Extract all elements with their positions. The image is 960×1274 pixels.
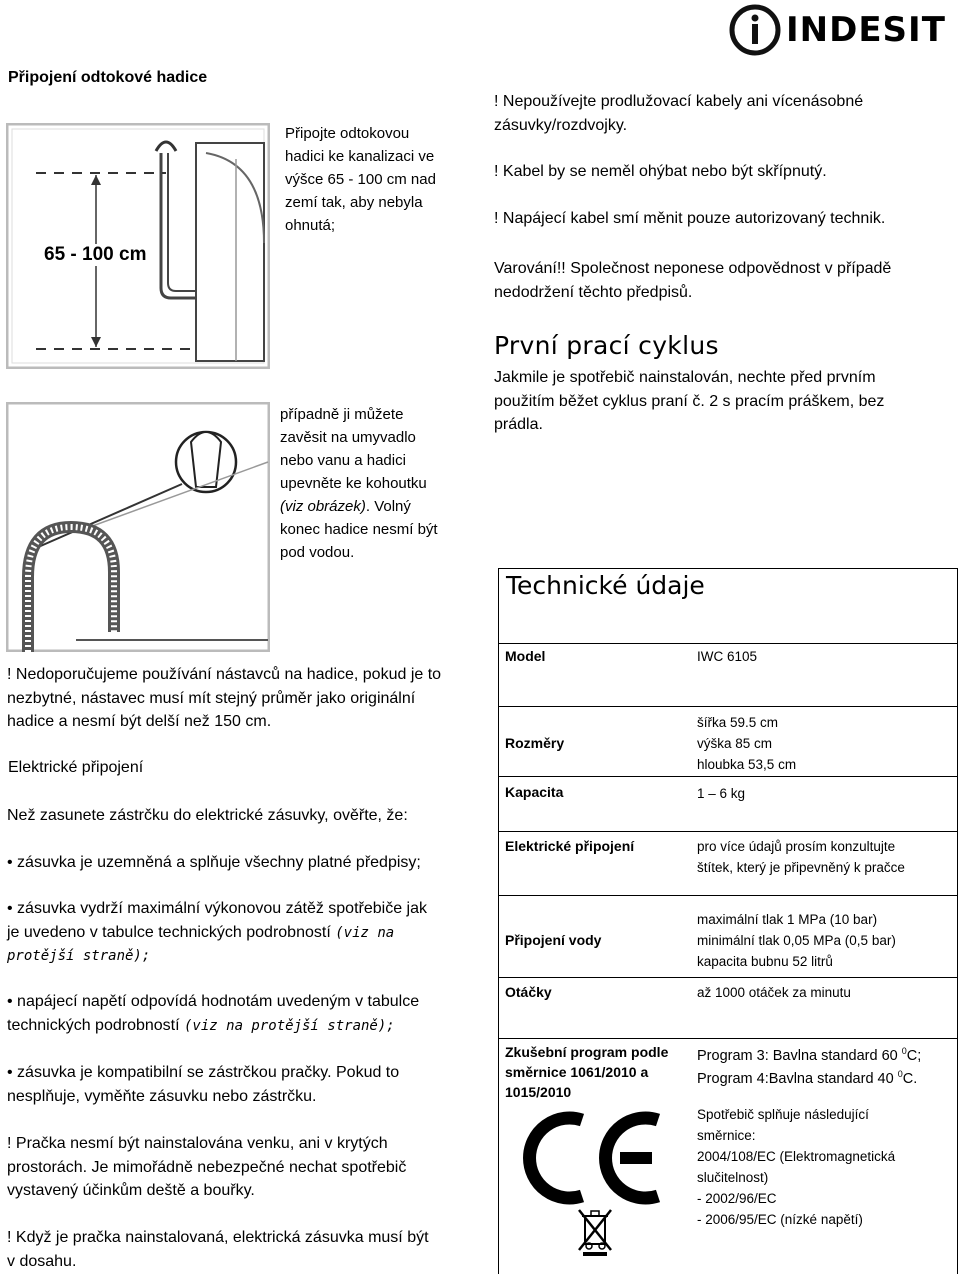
figure1-caption-line: Připojte odtokovou	[285, 125, 410, 142]
figure-drain-height	[6, 123, 270, 369]
water-min-pressure: minimální tlak 0,05 MPa (0,5 bar)	[697, 933, 896, 948]
ce-mark-icon	[520, 1108, 670, 1208]
ce-mark	[520, 1108, 670, 1208]
directives-line: Spotřebič splňuje následující	[697, 1107, 869, 1122]
directives-line: - 2002/96/EC	[697, 1191, 777, 1206]
dimension-height: výška 85 cm	[697, 736, 773, 751]
bullet-load-text: je uvedeno v tabulce technických podrobností	[7, 923, 336, 941]
figure2-caption	[280, 403, 480, 564]
program-3-degree: 0	[901, 1046, 907, 1056]
figure1-caption	[285, 122, 485, 237]
table-divider	[498, 776, 958, 777]
dimension-depth: hloubka 53,5 cm	[697, 757, 797, 772]
bullet-grounded: • zásuvka je uzemněná a splňuje všechny platné předpisy;	[7, 854, 421, 871]
figure2-caption-line: případně ji můžete	[280, 406, 404, 423]
drum-capacity: kapacita bubnu 52 litrů	[697, 954, 833, 969]
figure1-caption-line: ohnutá;	[285, 217, 336, 234]
bullet-voltage-line: • napájecí napětí odpovídá hodnotám uvedeným v tabulce	[7, 993, 420, 1010]
electrical-value-line: pro více údajů prosím konzultujte	[697, 839, 896, 854]
test-program-label-line: směrnice 1061/2010 a	[505, 1064, 649, 1080]
warning-socket-line: v dosahu.	[7, 1252, 77, 1270]
bullet-load	[7, 897, 487, 969]
figure2-caption-rest: . Volný	[365, 498, 411, 515]
bullet-voltage-line	[7, 1014, 487, 1039]
cell-dimensions-values	[697, 712, 796, 775]
warning-liability-line: nedodržení těchto předpisů.	[494, 283, 693, 301]
adapter-note	[7, 663, 487, 734]
electrical-title: Elektrické připojení	[8, 759, 144, 776]
directives-line: slučitelnost)	[697, 1170, 769, 1185]
program-4	[697, 1065, 921, 1088]
program-3	[697, 1042, 921, 1065]
cell-directives	[697, 1104, 895, 1230]
first-cycle-text	[494, 366, 944, 437]
cell-capacity-label: Kapacita	[505, 784, 564, 800]
figure1-caption-line: výšce 65 - 100 cm nad	[285, 171, 436, 188]
figure2-caption-line: konec hadice nesmí být	[280, 521, 438, 538]
adapter-note-line: nezbytné, nástavec musí mít stejný průměr jako originální	[7, 689, 416, 707]
warning-extension	[494, 90, 944, 137]
cell-capacity-value: 1 – 6 kg	[697, 786, 746, 801]
warning-outdoor-line: vystavený účinkům deště a bouřky.	[7, 1182, 255, 1199]
bullet-compatible-line: • zásuvka je kompatibilní se zástrčkou pračky. Pokud to	[7, 1064, 400, 1081]
section-title-drain-hose: Připojení odtokové hadice	[8, 69, 208, 86]
tech-data-title: Technické údaje	[506, 571, 705, 600]
test-program-label-line: Zkušební program podle	[505, 1044, 669, 1060]
bullet-voltage	[7, 990, 487, 1038]
electrical-value-line: štítek, který je připevněný k pračce	[697, 860, 905, 875]
cell-water-values	[697, 909, 896, 972]
warning-outdoor-line: prostorách. Je mimořádně nebezpečné nechat spotřebič	[7, 1158, 407, 1176]
cell-model-value: IWC 6105	[697, 649, 758, 664]
warning-cable-replace: ! Napájecí kabel smí měnit pouze autorizovaný technik.	[494, 210, 886, 227]
bullet-compatible	[7, 1061, 487, 1108]
program-3-unit: C;	[906, 1047, 922, 1064]
cell-model-label: Model	[505, 648, 546, 664]
figure2-caption-italic: (viz obrázek)	[280, 498, 366, 515]
cell-water-label: Připojení vody	[505, 932, 602, 948]
bullet-compatible-line: nesplňuje, vyměňte zásuvku nebo zástrčku.	[7, 1087, 317, 1105]
figure2-caption-line	[280, 495, 480, 518]
bullet-load-line: protější straně);	[7, 948, 151, 964]
warning-outdoor	[7, 1132, 487, 1203]
warning-liability	[494, 257, 944, 304]
table-divider	[498, 706, 958, 707]
warning-outdoor-line: ! Pračka nesmí být nainstalována venku, ani v krytých	[7, 1135, 388, 1152]
electrical-intro: Než zasunete zástrčku do elektrické zásuvky, ověřte, že:	[7, 807, 408, 824]
program-4-degree: 0	[897, 1068, 903, 1079]
figure2-caption-line: upevněte ke kohoutku	[280, 475, 427, 492]
warning-socket-line: ! Když je pračka nainstalovaná, elektrická zásuvka musí být	[7, 1229, 429, 1246]
figure-hose-on-sink	[6, 402, 270, 652]
table-divider	[498, 1038, 958, 1039]
warning-socket-access	[7, 1226, 487, 1273]
program-3-text: Program 3: Bavlna standard 60	[697, 1047, 902, 1064]
hose-on-sink-illustration	[6, 402, 270, 652]
weee-bin-icon	[575, 1206, 615, 1256]
brand-name: INDESIT	[786, 10, 946, 50]
directives-line: směrnice:	[697, 1128, 756, 1143]
dimension-width: šířka 59.5 cm	[697, 715, 779, 730]
bullet-voltage-ref: (viz na protější straně);	[184, 1017, 395, 1034]
program-4-text: Program 4:Bavlna standard 40	[697, 1070, 898, 1087]
figure2-caption-line: pod vodou.	[280, 544, 355, 561]
adapter-note-line: ! Nedoporučujeme používání nástavců na hadice, pokud je to	[7, 666, 442, 683]
figure1-dimension-label: 65 - 100 cm	[44, 244, 147, 265]
table-divider	[498, 977, 958, 978]
directives-line: 2004/108/EC (Elektromagnetická	[697, 1149, 896, 1164]
figure2-caption-line: nebo vanu a hadici	[280, 452, 406, 469]
warning-extension-line: zásuvky/rozdvojky.	[494, 116, 628, 134]
figure2-caption-line: zavěsit na umyvadlo	[280, 429, 416, 446]
directives-line: - 2006/95/EC (nízké napětí)	[697, 1212, 863, 1227]
cell-rpm-label: Otáčky	[505, 984, 552, 1000]
bullet-load-ref: (viz na	[335, 924, 395, 941]
program-4-unit: C.	[902, 1070, 918, 1087]
cell-test-program-label	[505, 1042, 668, 1102]
table-divider	[498, 831, 958, 832]
warning-extension-line: ! Nepoužívejte prodlužovací kabely ani vícenásobné	[494, 93, 864, 110]
test-program-label-line: 1015/2010	[505, 1084, 572, 1100]
figure1-caption-line: zemí tak, aby nebyla	[285, 194, 423, 211]
bullet-voltage-text: technických podrobností	[7, 1016, 184, 1034]
water-max-pressure: maximální tlak 1 MPa (10 bar)	[697, 912, 878, 927]
first-cycle-line: prádla.	[494, 416, 543, 433]
indesit-logo	[728, 2, 944, 58]
cell-electrical-label: Elektrické připojení	[505, 838, 635, 854]
crossed-bin-icon	[575, 1206, 615, 1256]
cell-electrical-values	[697, 836, 905, 878]
warning-cable-bend: ! Kabel by se neměl ohýbat nebo být skřípnutý.	[494, 163, 827, 180]
warning-liability-line: Varování!! Společnost neponese odpovědnost v případě	[494, 260, 892, 277]
bullet-load-line: • zásuvka vydrží maximální výkonovou zátěž spotřebiče jak	[7, 900, 427, 917]
first-cycle-line: Jakmile je spotřebič nainstalován, nechte před prvním	[494, 369, 876, 386]
bullet-load-line	[7, 921, 487, 946]
adapter-note-line: hadice a nesmí být delší než 150 cm.	[7, 713, 272, 730]
figure1-caption-line: hadici ke kanalizaci ve	[285, 148, 435, 165]
cell-test-program-values	[697, 1042, 921, 1088]
cell-dimensions-label: Rozměry	[505, 735, 565, 751]
cell-rpm-value: až 1000 otáček za minutu	[697, 985, 851, 1000]
table-divider	[498, 895, 958, 896]
first-cycle-line: použitím běžet cyklus praní č. 2 s pracím práškem, bez	[494, 392, 885, 410]
first-cycle-title: První prací cyklus	[494, 331, 719, 360]
